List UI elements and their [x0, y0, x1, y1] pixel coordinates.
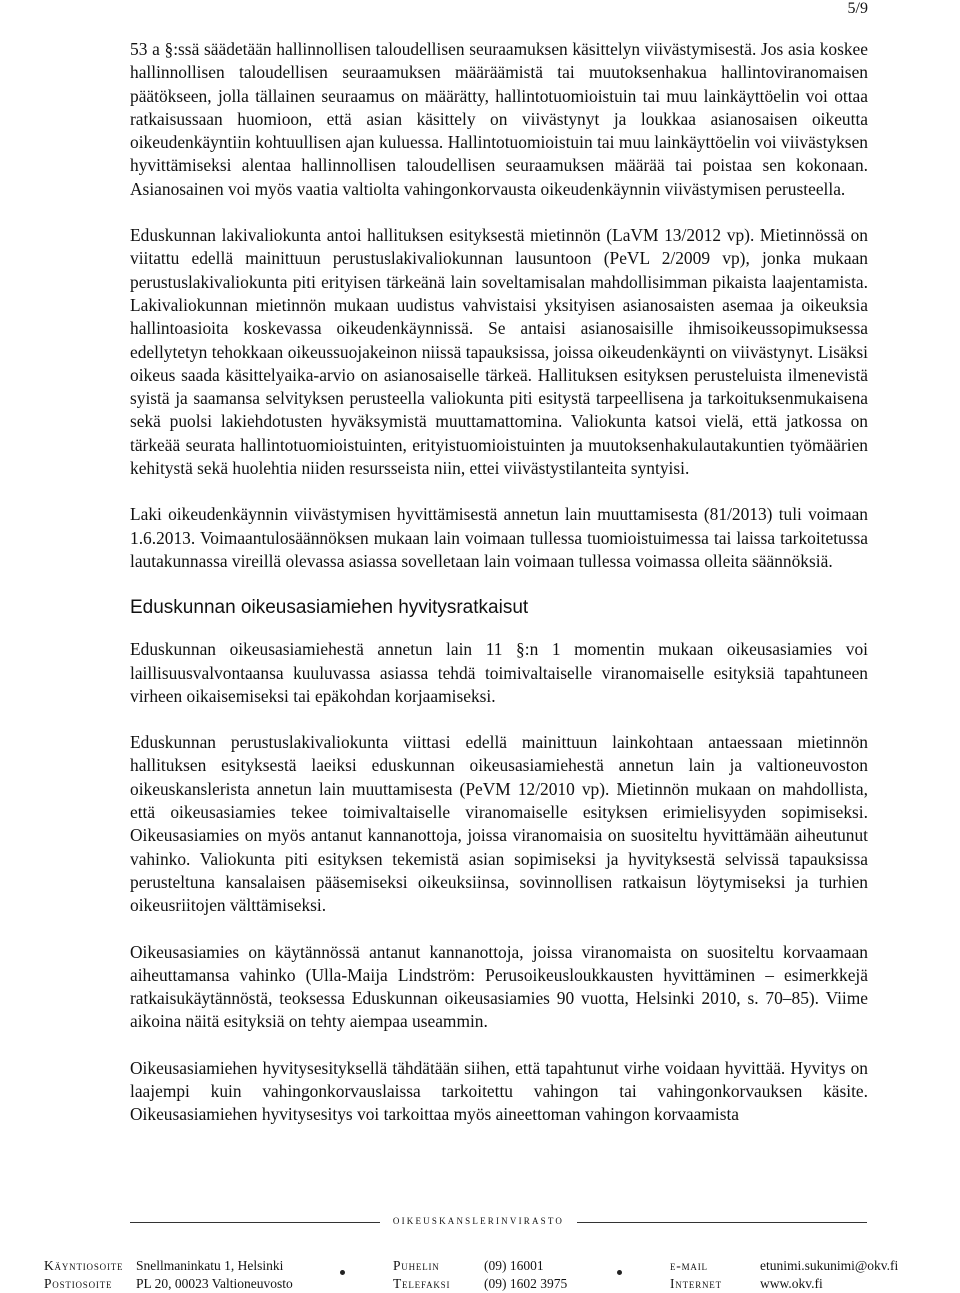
internet-label: Internet [670, 1276, 722, 1291]
email-label: e-mail [670, 1258, 708, 1273]
footer-address-values [136, 1257, 293, 1293]
paragraph-1-part-a: 53 a §:ssä säädetään hallinnollisen taloudellisen seuraamuksen käsittelyn viivästymisestä. Jos asia koskee hallinnollisen taloudellisen seuraamuksen määräämistä tai muutoksenhakua hallintoviranomaisen päätökseen, jolla tällainen seuraamus on määrätty, hallintotuomioistuin tai muu lainkäyttöelin voi ottaa ratkaisussaan huomioon, että asian käsittely on viivästynyt ja loukkaa asianosaisen oikeutta oikeudenkäyntiin kohtuullisen ajan kuluessa. [130, 39, 868, 153]
footer-divider-right [577, 1222, 867, 1223]
paragraph-3: Laki oikeudenkäynnin viivästymisen hyvittämisestä annetun lain muuttamisesta (81/2013) tuli voimaan 1.6.2013. Voimaantulosäännöksen mukaan lain voimaan tullessa tuomioistuimessa tai laissa tarkoitetussa lautakunnassa vireillä olevassa asiassa sovelletaan lain voimaan tullessa voimassa olleita säännöksiä. [130, 504, 868, 571]
page-number: 5/9 [847, 0, 868, 17]
paragraph-1-part-b: Hallintotuomioistuin tai muu lainkäyttöelin voi viivästyksen hyvittämiseksi alentaa hallinnollisen taloudellisen seuraamuksen määrää tai poistaa sen kokonaan. Asianosainen voi myös vaatia valtiolta vahingonkorvausta oikeudenkäynnin viivästymisen perusteella. [130, 132, 868, 199]
website-link[interactable]: www.okv.fi [760, 1276, 823, 1291]
footer-separator-dot-1 [340, 1270, 345, 1275]
footer-online-values [760, 1257, 898, 1293]
paragraph-7: Oikeusasiamiehen hyvitysesityksellä tähdätään siihen, että tapahtunut virhe voidaan hyvittää. Hyvitys on laajempi kuin vahingonkorvauslaissa tarkoitettu vahingon tai vahingonkorvauksen käsite. Oikeusasiamiehen hyvitysesitys voi tarkoittaa myös aineettoman vahingon korvaamista [130, 1057, 868, 1125]
footer-phone-values [484, 1257, 567, 1293]
footer-divider-left [130, 1222, 380, 1223]
phone-value: (09) 16001 [484, 1258, 544, 1273]
footer-online-labels [670, 1257, 722, 1293]
paragraph-6: Oikeusasiamies on käytännössä antanut kannanottoja, joissa viranomaista on suositeltu korvaamaan aiheuttamansa vahinko (Ulla-Maija Lindström: Perusoikeusloukkausten hyvittäminen – esimerkkejä ratkaisukäytännöstä, teoksessa Eduskunnan oikeusasiamies 90 vuotta, Helsinki 2010, s. 70–85). Viime aikoina näitä esityksiä on tehty aiempaa useammin. [130, 941, 868, 1032]
footer-separator-dot-2 [617, 1270, 622, 1275]
paragraph-5: Eduskunnan perustuslakivaliokunta viittasi edellä mainittuun lainkohtaan antaessaan mietinnön hallituksen esityksestä laeiksi eduskunnan oikeusasiamiehestä annetun lain ja valtioneuvoston oikeuskanslerista annetun lain muuttamisesta (PeVM 12/2010 vp). Mietinnön mukaan on mahdollista, että oikeusasiamies tekee toimivaltaiselle viranomaiselle esityksen erimielisyyden sopimiseksi. Oikeusasiamies on myös antanut kannanottoja, joissa viranomaisia on suositeltu hyvittämään aiheutunut vahinko. Valiokunta piti esityksen tekemistä asian sopimiseksi ja hyvityksestä selvissä tapauksissa perusteltuna kansalaisen pääsemiseksi oikeuksiinsa, sovinnollisen ratkaisun löytymiseksi ja turhien oikeusriitojen välttämiseksi. [130, 732, 868, 916]
document-body [130, 38, 868, 1150]
paragraph-1 [130, 38, 868, 201]
visit-address-label: Käyntiosoite [44, 1258, 124, 1273]
footer-address-labels [44, 1257, 123, 1293]
paragraph-2: Eduskunnan lakivaliokunta antoi hallituksen esityksestä mietinnön (LaVM 13/2012 vp). Mietinnössä on viitattu edellä mainittuun perustuslakivaliokunnan lausuntoon (PeVL 2/2009 vp), jonka mukaan perustuslakivaliokunta piti erityisen tärkeänä lain soveltamisalan mahdollisimman pikaista laajentamista. Lakivaliokunnan mietinnön mukaan uudistus vahvistaisi yksityisen asianosaisten asemaa ja oikeuksia hallintoasioita koskevassa oikeudenkäynnissä. Se antaisi asianosaisille ihmisoikeussopimuksessa edellytetyn tehokkaan oikeussuojakeinon niissä tapauksissa, joissa oikeudenkäynti on viivästynyt. Lisäksi oikeus saada käsittelyaika-arvio on asianosaiselle tärkeä. Hallituksen esityksen perusteluista ilmenevistä syistä ja saamansa selvityksen perusteella valiokunta piti esitystä tarpeellisena ja tarkoituksenmukaisena sekä puolsi lakiehdotusten hyväksymistä muuttamattomina. Valiokunta katsoi vielä, että jatkossa on tärkeää seurata hallintotuomioistuinten, erityistuomioistuinten ja muutoksenhakulautakuntien työmäärien kehitystä sekä huolehtia niiden resursseista niin, ettei viivästystilanteita syntyisi. [130, 225, 868, 479]
footer-phone-labels [393, 1257, 450, 1293]
section-heading: Eduskunnan oikeusasiamiehen hyvitysratkaisut [130, 597, 529, 619]
footer-organization: oikeuskanslerinvirasto [392, 1213, 565, 1227]
fax-label: Telefaksi [393, 1276, 451, 1291]
email-link[interactable]: etunimi.sukunimi@okv.fi [760, 1258, 899, 1273]
fax-value: (09) 1602 3975 [484, 1276, 568, 1291]
postal-address-value: PL 20, 00023 Valtioneuvosto [136, 1276, 293, 1291]
paragraph-4: Eduskunnan oikeusasiamiehestä annetun lain 11 §:n 1 momentin mukaan oikeusasiamies voi laillisuusvalvontaansa kuuluvassa asiassa tehdä toimivaltaiselle viranomaiselle esityksiä tapahtuneen virheen oikaisemiseksi tai epäkohdan korjaamiseksi. [130, 639, 868, 706]
visit-address-value: Snellmaninkatu 1, Helsinki [136, 1258, 284, 1273]
phone-label: Puhelin [393, 1258, 440, 1273]
postal-address-label: Postiosoite [44, 1276, 113, 1291]
